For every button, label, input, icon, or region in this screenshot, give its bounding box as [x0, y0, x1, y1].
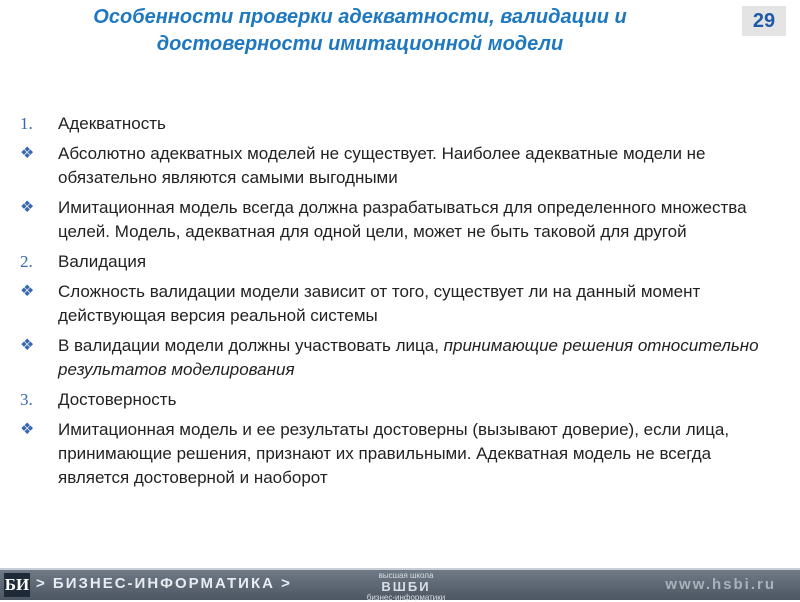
list-item-text: Адекватность	[58, 114, 166, 133]
list-item-text: Сложность валидации модели зависит от того, существует ли на данный момент действующая версия реальной системы	[58, 282, 701, 325]
list-item-text: Валидация	[58, 252, 147, 271]
footer-url: www.hsbi.ru	[665, 576, 776, 593]
list-item	[20, 142, 780, 190]
footer-brand: > БИЗНЕС-ИНФОРМАТИКА >	[36, 575, 292, 592]
diamond-bullet-icon: ❖	[20, 145, 35, 162]
slide-title-line-2: достоверности имитационной модели	[156, 33, 564, 55]
list-item	[20, 334, 780, 382]
list-number: 3.	[20, 390, 33, 409]
list-item-text-italic: принимающие решения относительно результатов моделирования	[58, 336, 759, 379]
list-item-text	[58, 334, 780, 382]
list-item	[20, 196, 780, 244]
list-item	[20, 112, 780, 136]
list-number: 1.	[20, 114, 33, 133]
footer-school-mid: ВШБИ	[381, 579, 431, 594]
list-number: 2.	[20, 252, 33, 271]
slide-content	[20, 112, 780, 496]
list-item	[20, 388, 780, 412]
list-item-text: Имитационная модель и ее результаты достоверны (вызывают доверие), если лица, принимающие решения, признают их правильными. Адекватная модель не всегда является достоверной и наоборот	[58, 420, 730, 487]
list-item-text: Абсолютно адекватных моделей не существует. Наиболее адекватные модели не обязательно являются самыми выгодными	[58, 144, 706, 187]
list-item-text: Достоверность	[58, 390, 177, 409]
diamond-bullet-icon: ❖	[20, 199, 35, 216]
footer-school-logo	[346, 571, 466, 602]
footer-bar	[0, 568, 800, 600]
list-item	[20, 418, 780, 490]
diamond-bullet-icon: ❖	[20, 337, 35, 354]
list-item	[20, 280, 780, 328]
diamond-bullet-icon: ❖	[20, 421, 35, 438]
list-item	[20, 250, 780, 274]
slide-title	[40, 4, 680, 58]
footer-school-top: высшая школа	[378, 571, 434, 580]
page-number: 29	[742, 6, 786, 36]
footer-school-bottom: бизнес-информатики	[366, 593, 446, 602]
slide-title-line-1: Особенности проверки адекватности, валидации и	[93, 6, 627, 28]
list-item-text-plain: В валидации модели должны участвовать лица,	[58, 336, 444, 355]
diamond-bullet-icon: ❖	[20, 283, 35, 300]
list-item-text: Имитационная модель всегда должна разрабатываться для определенного множества целей. Модель, адекватная для одной цели, может не быть таковой для другой	[58, 198, 747, 241]
school-logo: БИ	[4, 573, 30, 597]
